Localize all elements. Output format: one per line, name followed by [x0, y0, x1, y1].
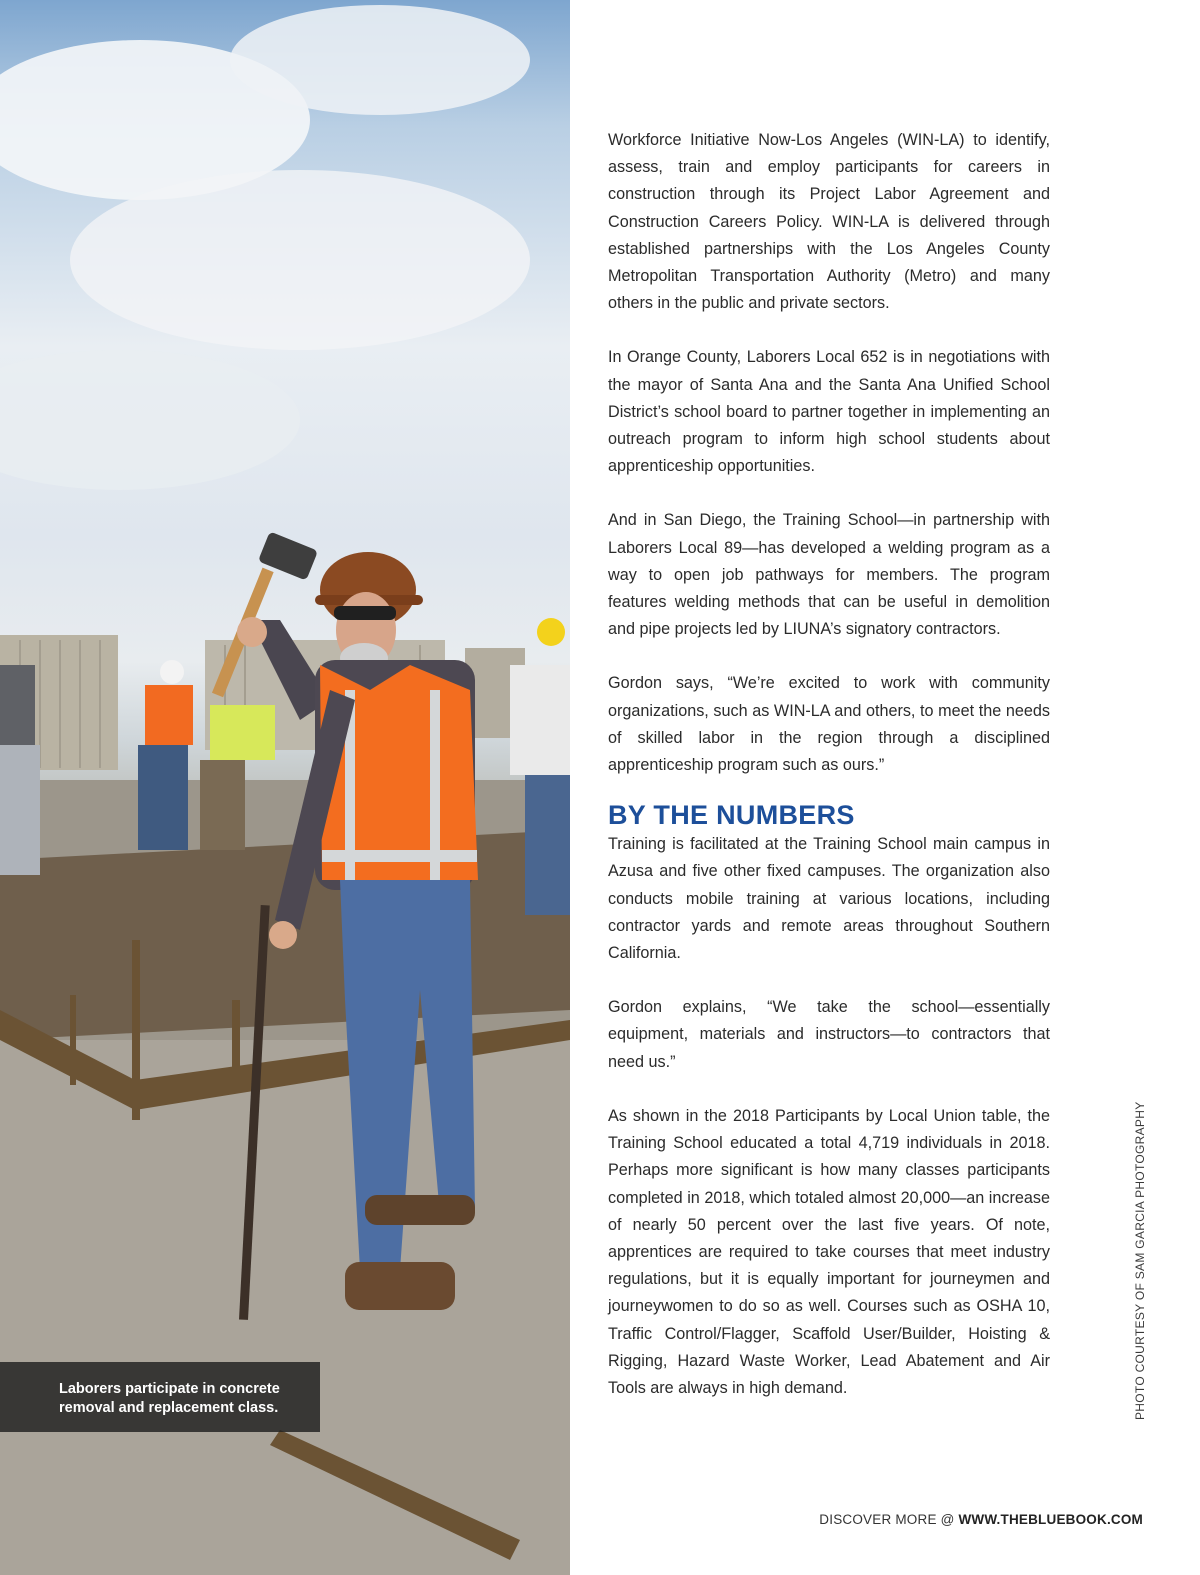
footer-url-link[interactable]: WWW.THEBLUEBOOK.COM — [958, 1512, 1143, 1527]
paragraph-participants: As shown in the 2018 Participants by Local Union table, the Training School educated a total 4,719 individuals in 2018. Perhaps more significant is how many classes participants completed in 2018, which totaled almost 20,000—an increase of nearly 50 percent over the last five years. Of note, apprentices are required to take courses that meet industry regulations, but it is equally important for journeymen and journeywomen to do so as well. Courses such as OSHA 10, Traffic Control/Flagger, Scaffold User/Builder, Hoisting & Rigging, Hazard Waste Worker, Lead Abatement and Air Tools are always in high demand. — [608, 1106, 1050, 1397]
photo-caption: Laborers participate in concrete removal and replacement class. — [59, 1381, 280, 1416]
section-heading: BY THE NUMBERS — [608, 800, 855, 831]
paragraph-orange-county: In Orange County, Laborers Local 652 is in negotiations with the mayor of Santa Ana and the Santa Ana Unified School District’s school board to partner together in implementing an outreach program to inform high school students about apprenticeship opportunities. — [608, 348, 1050, 476]
worksite-photo — [0, 0, 570, 1575]
footer-prefix: DISCOVER MORE @ — [819, 1512, 959, 1527]
article-body — [608, 127, 1050, 1429]
worksite-illustration — [0, 0, 570, 1575]
paragraph-gordon-explains: Gordon explains, “We take the school—essentially equipment, materials and instructors—to contractors that need us.” — [608, 998, 1050, 1071]
paragraph-win-la: Workforce Initiative Now-Los Angeles (WIN-LA) to identify, assess, train and employ participants for careers in construction through its Project Labor Agreement and Construction Careers Policy. WIN-LA is delivered through established partnerships with the Los Angeles County Metropolitan Transportation Authority (Metro) and many others in the public and private sectors. — [608, 131, 1050, 313]
footer — [819, 1512, 1143, 1527]
paragraph-training-campuses: Training is facilitated at the Training School main campus in Azusa and five other fixed campuses. The organization also conducts mobile training at various locations, including contractor yards and remote areas throughout Southern California. — [608, 835, 1050, 963]
photo-credit: PHOTO COURTESY OF SAM GARCIA PHOTOGRAPHY — [1133, 1101, 1147, 1420]
paragraph-gordon-quote: Gordon says, “We’re excited to work with community organizations, such as WIN-LA and others, to meet the needs of skilled labor in the region through a disciplined apprenticeship program such as ours.” — [608, 674, 1050, 775]
paragraph-san-diego: And in San Diego, the Training School—in partnership with Laborers Local 89—has developed a welding program as a way to open job pathways for members. The program features welding methods that can be useful in demolition and pipe projects led by LIUNA’s signatory contractors. — [608, 511, 1050, 639]
